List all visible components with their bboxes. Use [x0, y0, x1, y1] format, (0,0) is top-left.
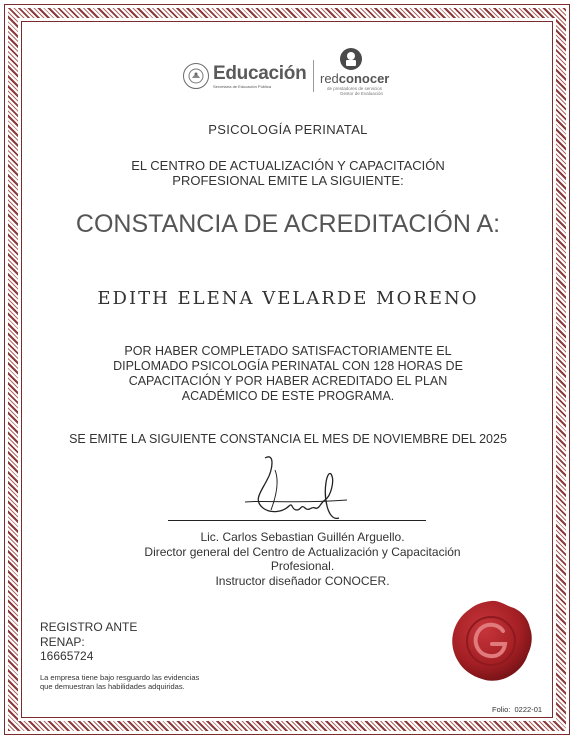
- red-conocer-prefix: red: [320, 71, 339, 86]
- emission-date: SE EMITE LA SIGUIENTE CONSTANCIA EL MES DE NOVIEMBRE DEL 2025: [69, 432, 507, 446]
- signer-title-3: Instructor diseñador CONOCER.: [215, 573, 390, 588]
- issuer-line-2: PROFESIONAL EMITE LA SIGUIENTE:: [172, 173, 404, 188]
- statement-line-3: CAPACITACIÓN Y POR HABER ACREDITADO EL PLAN: [128, 374, 448, 388]
- signature-line: [168, 520, 426, 521]
- evidence-note: [40, 673, 199, 691]
- certificate-heading: CONSTANCIA DE ACREDITACIÓN A:: [75, 210, 501, 238]
- issuer-statement: [0, 158, 576, 188]
- national-seal-icon: [183, 63, 209, 89]
- educacion-logo: [183, 60, 306, 92]
- statement-line-1: POR HABER COMPLETADO SATISFACTORIAMENTE EL: [124, 344, 452, 358]
- red-conocer-icon: [340, 48, 362, 70]
- folio-label: Folio:: [492, 705, 511, 714]
- educacion-logo-text: Educación: [213, 62, 307, 84]
- signer-title-2: Profesional.: [270, 559, 335, 573]
- red-conocer-subtitle-1: de prestadores de servicios: [327, 86, 383, 91]
- educacion-logo-subtitle: Secretaría de Educación Pública: [213, 83, 272, 89]
- statement-line-2: DIPLOMADO PSICOLOGÍA PERINATAL CON 128 HORAS DE: [113, 359, 463, 373]
- wax-seal-icon: [448, 598, 534, 684]
- red-conocer-subtitle-2: Gestor de Evaluación: [340, 91, 384, 96]
- renap-registration: [40, 620, 137, 664]
- signer-name: Lic. Carlos Sebastian Guillén Arguello.: [200, 530, 405, 544]
- folio-value: 0222-01: [514, 705, 543, 714]
- handwritten-signature: [235, 450, 355, 530]
- recipient-name: EDITH ELENA VELARDE MORENO: [97, 288, 479, 309]
- evidence-note-line-1: La empresa tiene bajo resguardo las evidencias: [40, 673, 200, 682]
- issuer-line-1: EL CENTRO DE ACTUALIZACIÓN Y CAPACITACIÓN: [131, 158, 445, 173]
- course-title: PSICOLOGÍA PERINATAL: [208, 122, 368, 137]
- statement-line-4: ACADÉMICO DE ESTE PROGRAMA.: [181, 389, 395, 403]
- red-conocer-wordmark: [320, 71, 389, 86]
- logo-divider: [313, 60, 314, 92]
- signer-title-1: Director general del Centro de Actualización y Capacitación: [144, 544, 461, 559]
- registro-line-2: RENAP:: [40, 634, 85, 649]
- folio: [492, 705, 542, 714]
- accreditation-statement: [0, 344, 576, 404]
- red-conocer-brand: conocer: [338, 71, 390, 86]
- evidence-note-line-2: que demuestran las habilidades adquiridas.: [40, 682, 185, 691]
- registro-number: 16665724: [40, 649, 94, 663]
- signer-block: [110, 530, 495, 588]
- registro-line-1: REGISTRO ANTE: [40, 620, 138, 634]
